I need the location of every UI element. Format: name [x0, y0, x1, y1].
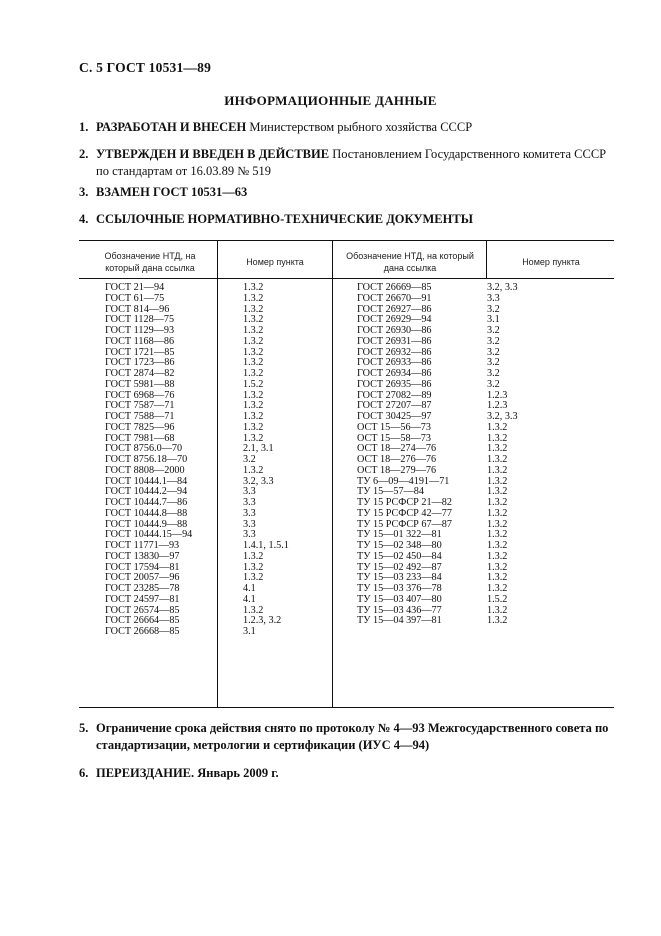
table-cell: ГОСТ 8756.18—70: [105, 454, 188, 465]
item-number: 4.: [79, 212, 89, 226]
info-item-5: [79, 720, 619, 754]
table-cell: ГОСТ 7825—96: [105, 421, 175, 433]
table-cell: ГОСТ 26668—85: [105, 626, 180, 637]
table-cell: 1.3.2: [487, 572, 508, 584]
left-ntd-column: [105, 283, 192, 638]
table-cell: ГОСТ 17594—81: [105, 561, 180, 573]
table-cell: ГОСТ 10444.7—86: [105, 497, 188, 508]
table-cell: 1.3.2: [243, 368, 264, 379]
table-cell: 3.2: [487, 335, 500, 347]
table-cell: 1.5.2: [243, 378, 264, 390]
table-cell: ГОСТ 21—94: [105, 282, 165, 293]
table-cell: 3.2: [487, 346, 500, 358]
table-cell: 3.2: [487, 303, 500, 315]
table-cell: 1.2.3: [487, 400, 508, 412]
table-bottom-rule: [79, 707, 614, 708]
right-clause-column: [487, 283, 518, 627]
info-item-3: [79, 184, 619, 201]
item-text: Постановлением Государственного комитета СССР по стандартам от 16.03.89 № 519: [96, 147, 607, 178]
table-cell: 3.3: [243, 507, 256, 519]
table-cell: ГОСТ 26927—86: [357, 303, 432, 315]
table-cell: 1.3.2: [487, 475, 508, 487]
item-text: Министерством рыбного хозяйства СССР: [246, 120, 473, 134]
table-header-rule: [79, 278, 614, 279]
table-cell: 1.3.2: [487, 486, 508, 498]
table-cell: 3.2, 3.3: [487, 282, 518, 293]
table-cell: 1.3.2: [487, 454, 508, 465]
table-cell: ГОСТ 5981—88: [105, 378, 175, 390]
table-cell: 1.5.2: [487, 593, 508, 605]
table-cell: ГОСТ 26931—86: [357, 335, 432, 347]
table-cell: 1.3.2: [487, 604, 508, 616]
table-cell: ГОСТ 26935—86: [357, 378, 432, 390]
table-cell: 1.3.2: [243, 550, 264, 562]
table-cell: 1.3.2: [487, 421, 508, 433]
table-cell: ОСТ 18—279—76: [357, 464, 437, 476]
table-cell: 3.1: [487, 314, 500, 326]
table-cell: 1.3.2: [487, 464, 508, 476]
table-cell: ТУ 15—01 322—81: [357, 529, 442, 541]
table-cell: ГОСТ 10444.2—94: [105, 486, 188, 498]
table-cell: 1.3.2: [243, 400, 264, 412]
table-cell: 1.3.2: [243, 282, 264, 293]
item-number: 6.: [79, 766, 89, 780]
table-cell: 1.3.2: [243, 411, 264, 422]
table-cell: ТУ 6—09—4191—71: [357, 475, 450, 487]
item-number: 3.: [79, 185, 89, 199]
item-heading: ССЫЛОЧНЫЕ НОРМАТИВНО-ТЕХНИЧЕСКИЕ ДОКУМЕНТЫ: [96, 212, 473, 226]
table-cell: 1.3.2: [243, 464, 264, 476]
table-cell: ГОСТ 23285—78: [105, 583, 180, 594]
table-cell: ТУ 15—57—84: [357, 486, 424, 498]
table-cell: 2.1, 3.1: [243, 443, 274, 455]
table-cell: ГОСТ 27207—87: [357, 400, 432, 412]
table-cell: 3.3: [243, 518, 256, 530]
table-cell: ГОСТ 26934—86: [357, 368, 432, 379]
table-cell: 4.1: [243, 593, 256, 605]
table-cell: ГОСТ 2874—82: [105, 368, 175, 379]
table-cell: ГОСТ 6968—76: [105, 389, 175, 401]
table-cell: ТУ 15—03 436—77: [357, 604, 442, 616]
info-item-4: [79, 211, 619, 228]
table-cell: 3.2: [487, 357, 500, 369]
left-clause-column: [243, 283, 289, 638]
column-header-ntd: Обозначение НТД, на который дана ссылка: [104, 251, 196, 273]
table-cell: ОСТ 15—56—73: [357, 421, 431, 433]
column-header-ntd: Обозначение НТД, на который дана ссылка: [346, 251, 474, 273]
column-divider: [486, 240, 487, 278]
table-cell: 1.3.2: [487, 561, 508, 573]
table-cell: ГОСТ 1721—85: [105, 346, 175, 358]
table-cell: 3.2: [487, 325, 500, 336]
table-cell: 3.3: [243, 497, 256, 508]
table-cell: ГОСТ 30425—97: [357, 411, 432, 422]
table-cell: ТУ 15—03 407—80: [357, 593, 442, 605]
table-cell: 1.3.2: [487, 529, 508, 541]
right-ntd-column: [357, 283, 452, 627]
table-cell: 1.3.2: [487, 540, 508, 551]
table-cell: 1.3.2: [243, 292, 264, 304]
table-cell: 1.3.2: [243, 604, 264, 616]
table-cell: 1.3.2: [243, 432, 264, 444]
table-cell: 1.3.2: [243, 561, 264, 573]
table-cell: ГОСТ 7981—68: [105, 432, 175, 444]
page-header: С. 5 ГОСТ 10531—89: [79, 60, 212, 75]
table-cell: ГОСТ 8756.0—70: [105, 443, 183, 455]
table-cell: ГОСТ 814—96: [105, 303, 170, 315]
table-cell: ТУ 15—03 233—84: [357, 572, 442, 584]
table-cell: 1.3.2: [487, 507, 508, 519]
item-heading: РАЗРАБОТАН И ВНЕСЕН: [96, 120, 247, 134]
table-cell: 1.2.3, 3.2: [243, 615, 282, 627]
table-cell: ТУ 15 РСФСР 67—87: [357, 518, 452, 530]
table-cell: ГОСТ 7588—71: [105, 411, 175, 422]
table-cell: 3.3: [243, 529, 256, 541]
table-cell: ТУ 15—04 397—81: [357, 615, 442, 627]
column-divider: [217, 240, 218, 707]
table-cell: 1.3.2: [243, 314, 264, 326]
table-cell: ТУ 15—02 450—84: [357, 550, 442, 562]
table-cell: ТУ 15 РСФСР 21—82: [357, 497, 452, 508]
item-number: 5.: [79, 721, 89, 735]
column-header-clause: Номер пункта: [246, 257, 304, 267]
table-cell: 3.1: [243, 626, 256, 637]
table-cell: ГОСТ 26669—85: [357, 282, 432, 293]
table-cell: 1.3.2: [243, 572, 264, 584]
table-cell: 1.3.2: [243, 303, 264, 315]
table-cell: 3.3: [487, 292, 500, 304]
table-cell: ГОСТ 10444.1—84: [105, 475, 188, 487]
table-cell: 1.3.2: [243, 389, 264, 401]
info-item-1: [79, 119, 619, 136]
table-cell: 1.3.2: [487, 550, 508, 562]
table-cell: ГОСТ 27082—89: [357, 389, 432, 401]
table-cell: ОСТ 18—274—76: [357, 443, 437, 455]
table-cell: ГОСТ 20057—96: [105, 572, 180, 584]
column-header-clause: Номер пункта: [522, 257, 580, 267]
table-cell: ГОСТ 10444.15—94: [105, 529, 193, 541]
table-cell: ГОСТ 1129—93: [105, 325, 175, 336]
table-top-rule: [79, 240, 614, 241]
table-cell: 1.3.2: [487, 497, 508, 508]
info-item-6: [79, 765, 619, 782]
table-cell: ОСТ 18—276—76: [357, 454, 437, 465]
item-heading: ПЕРЕИЗДАНИЕ. Январь 2009 г.: [96, 766, 279, 780]
table-cell: ГОСТ 8808—2000: [105, 464, 185, 476]
table-cell: 1.3.2: [243, 335, 264, 347]
table-cell: ГОСТ 26664—85: [105, 615, 180, 627]
table-cell: 1.3.2: [487, 518, 508, 530]
table-cell: ГОСТ 10444.8—88: [105, 507, 188, 519]
table-cell: 3.2, 3.3: [243, 475, 274, 487]
table-cell: ГОСТ 1723—86: [105, 357, 175, 369]
table-cell: 1.3.2: [487, 432, 508, 444]
table-cell: 3.3: [243, 486, 256, 498]
table-cell: ТУ 15—02 492—87: [357, 561, 442, 573]
info-item-2: [79, 146, 619, 180]
table-cell: 3.2: [487, 378, 500, 390]
table-cell: ГОСТ 26933—86: [357, 357, 432, 369]
table-cell: ТУ 15—03 376—78: [357, 583, 442, 594]
table-cell: ОСТ 15—58—73: [357, 432, 431, 444]
table-cell: ГОСТ 24597—81: [105, 593, 180, 605]
table-cell: ГОСТ 10444.9—88: [105, 518, 188, 530]
table-cell: 4.1: [243, 583, 256, 594]
reference-table: [79, 240, 614, 708]
table-cell: 3.2, 3.3: [487, 411, 518, 422]
table-cell: ГОСТ 26929—94: [357, 314, 432, 326]
table-cell: 1.3.2: [243, 346, 264, 358]
table-cell: 1.3.2: [243, 421, 264, 433]
table-cell: 1.3.2: [487, 443, 508, 455]
table-cell: ГОСТ 26932—86: [357, 346, 432, 358]
table-cell: ТУ 15 РСФСР 42—77: [357, 507, 452, 519]
table-cell: 3.2: [487, 368, 500, 379]
table-cell: ГОСТ 26574—85: [105, 604, 180, 616]
table-cell: ТУ 15—02 348—80: [357, 540, 442, 551]
column-divider: [332, 240, 333, 707]
table-cell: ГОСТ 13830—97: [105, 550, 180, 562]
table-cell: 1.3.2: [243, 357, 264, 369]
document-title: ИНФОРМАЦИОННЫЕ ДАННЫЕ: [224, 93, 437, 108]
table-cell: 1.4.1, 1.5.1: [243, 540, 289, 551]
table-cell: ГОСТ 26670—91: [357, 292, 432, 304]
item-heading: Ограничение срока действия снято по протоколу № 4—93 Межгосударственного совета по стандартизации, метрологии и сертификации (ИУС 4—94): [96, 721, 609, 752]
item-number: 1.: [79, 120, 89, 134]
table-cell: 3.2: [243, 454, 256, 465]
table-cell: ГОСТ 7587—71: [105, 400, 175, 412]
item-number: 2.: [79, 147, 89, 161]
item-heading: ВЗАМЕН ГОСТ 10531—63: [96, 185, 248, 199]
table-cell: ГОСТ 11771—93: [105, 540, 180, 551]
table-cell: ГОСТ 1128—75: [105, 314, 175, 326]
table-cell: 1.2.3: [487, 389, 508, 401]
item-heading: УТВЕРЖДЕН И ВВЕДЕН В ДЕЙСТВИЕ: [96, 147, 330, 161]
table-cell: ГОСТ 1168—86: [105, 335, 175, 347]
table-cell: 1.3.2: [487, 583, 508, 594]
table-cell: 1.3.2: [243, 325, 264, 336]
table-cell: 1.3.2: [487, 615, 508, 627]
table-cell: ГОСТ 61—75: [105, 292, 165, 304]
table-cell: ГОСТ 26930—86: [357, 325, 432, 336]
